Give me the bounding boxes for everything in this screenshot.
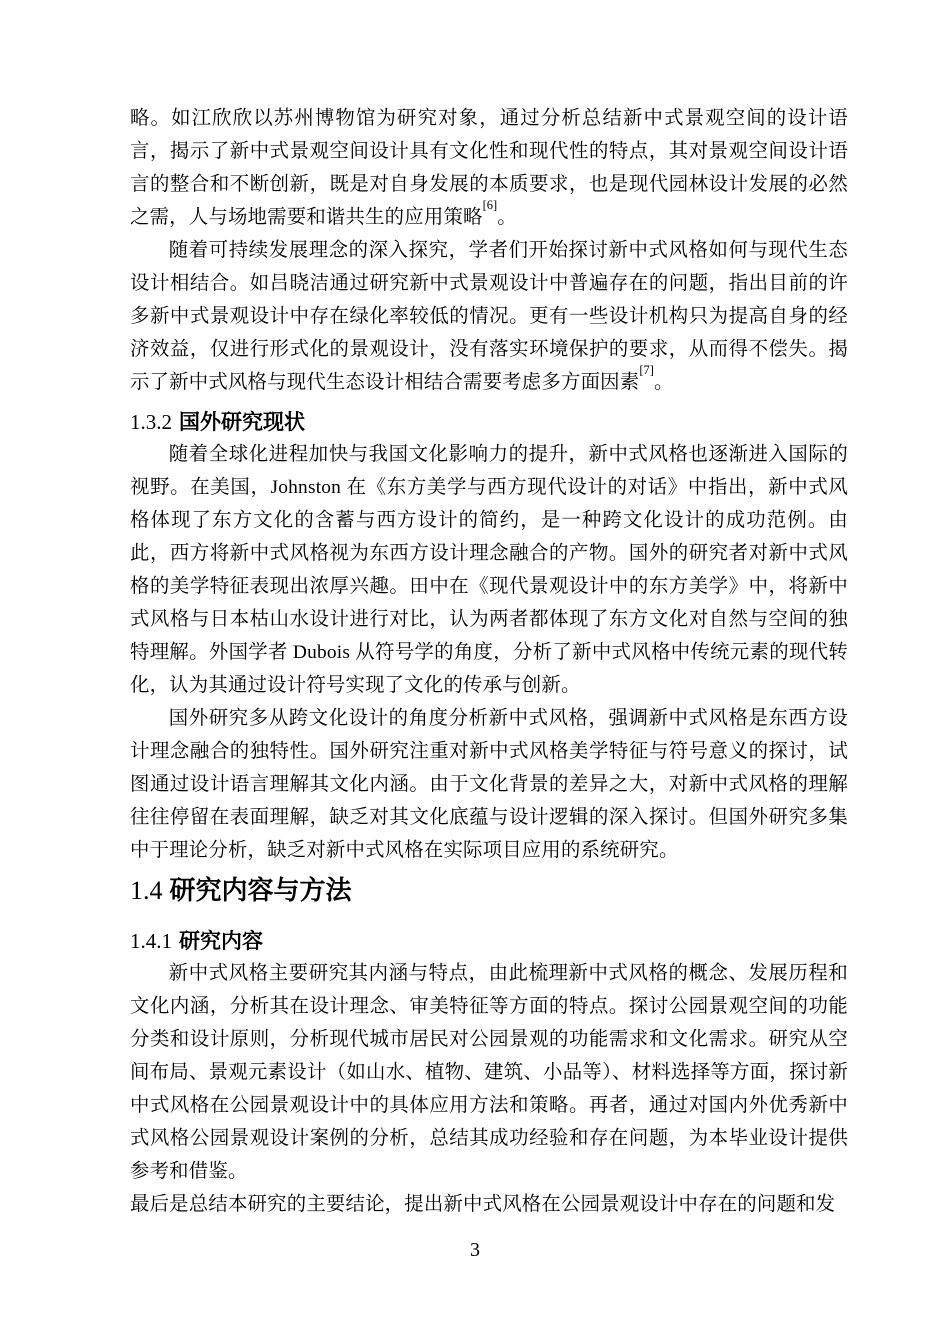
citation-ref-7: [7]	[639, 362, 654, 377]
heading-number: 1.4.1	[130, 929, 172, 953]
section-heading-1-4	[130, 871, 848, 910]
citation-ref-6: [6]	[482, 197, 498, 212]
paragraph-text: 。	[653, 372, 674, 393]
section-heading-1-4-1	[130, 926, 848, 957]
paragraph-text: 略。如江欣欣以苏州博物馆为研究对象，通过分析总结新中式景观空间的设计语言，揭示了新中式景观空间设计具有文化性和现代性的特点，其对景观空间设计语言的整合和不断创新，既是对自身发展的本质要求，也是现代园林设计发展的必然之需，人与场地需要和谐共生的应用策略	[130, 108, 848, 228]
paragraph	[130, 234, 848, 399]
paragraph-continuation	[130, 102, 848, 234]
paragraph	[130, 702, 848, 867]
paragraph-text: 随着全球化进程加快与我国文化影响力的提升，新中式风格也逐渐进入国际的视野。在美国，Johnston 在《东方美学与西方现代设计的对话》中指出，新中式风格体现了东方文化的含蓄与西方设计的简约，是一种跨文化设计的成功范例。由此，西方将新中式风格视为东西方设计理念融合的产物。国外的研究者对新中式风格的美学特征表现出浓厚兴趣。田中在《现代景观设计中的东方美学》中，将新中式风格与日本枯山水设计进行对比，认为两者都体现了东方文化对自然与空间的独特理解。外国学者 Dubois 从符号学的角度，分析了新中式风格中传统元素的现代转化，认为其通过设计符号实现了文化的传承与创新。	[130, 444, 848, 696]
heading-title: 研究内容与方法	[169, 875, 352, 905]
paragraph-text: 新中式风格主要研究其内涵与特点，由此梳理新中式风格的概念、发展历程和文化内涵，分析其在设计理念、审美特征等方面的特点。探讨公园景观空间的功能分类和设计原则，分析现代城市居民对公园景观的功能需求和文化需求。研究从空间布局、景观元素设计（如山水、植物、建筑、小品等）、材料选择等方面，探讨新中式风格在公园景观设计中的具体应用方法和策略。再者，通过对国内外优秀新中式风格公园景观设计案例的分析，总结其成功经验和存在问题，为本毕业设计提供参考和借鉴。	[130, 963, 848, 1182]
heading-title: 国外研究现状	[179, 411, 305, 434]
paragraph-text: 国外研究多从跨文化设计的角度分析新中式风格，强调新中式风格是东西方设计理念融合的独特性。国外研究注重对新中式风格美学特征与符号意义的探讨，试图通过设计语言理解其文化内涵。由于文化背景的差异之大，对新中式风格的理解往往停留在表面理解，缺乏对其文化底蕴与设计逻辑的深入探讨。但国外研究多集中于理论分析，缺乏对新中式风格在实际项目应用的系统研究。	[130, 708, 848, 861]
paragraph-text: 随着可持续发展理念的深入探究，学者们开始探讨新中式风格如何与现代生态设计相结合。如吕晓洁通过研究新中式景观设计中普遍存在的问题，指出目前的许多新中式景观设计中存在绿化率较低的情况。更有一些设计机构只为提高自身的经济效益，仅进行形式化的景观设计，没有落实环境保护的要求，从而得不偿失。揭示了新中式风格与现代生态设计相结合需要考虑多方面因素	[130, 240, 848, 393]
heading-title: 研究内容	[179, 930, 263, 953]
paragraph	[130, 1188, 848, 1221]
page-body	[130, 102, 848, 1221]
paragraph-text: 。	[497, 207, 517, 228]
heading-number: 1.4	[130, 876, 163, 905]
paragraph	[130, 438, 848, 702]
section-heading-1-3-2	[130, 407, 848, 438]
paragraph-text: 最后是总结本研究的主要结论，提出新中式风格在公园景观设计中存在的问题和发	[130, 1194, 836, 1215]
page-number: 3	[470, 1239, 480, 1261]
heading-number: 1.3.2	[130, 410, 172, 434]
paragraph	[130, 957, 848, 1188]
